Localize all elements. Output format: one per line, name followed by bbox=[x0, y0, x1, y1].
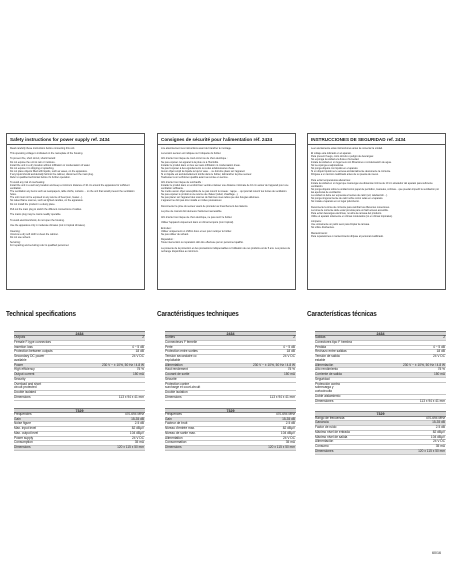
spec-row bbox=[315, 450, 446, 455]
spec-value bbox=[295, 391, 296, 395]
spec-label: Noise figure bbox=[14, 421, 32, 426]
spec-label: Insertion loss bbox=[14, 344, 33, 349]
spec-label: Secondary DC power available bbox=[14, 354, 45, 362]
table-header-2434: 2434 bbox=[315, 331, 446, 336]
spec-value: 75 % bbox=[287, 367, 295, 372]
spec-value: 113 x 94 x 41 mm bbox=[118, 394, 144, 399]
spec-value bbox=[445, 378, 446, 382]
spec-column-fr bbox=[157, 309, 296, 451]
spec-value: 230 V ~ ± 10%, 50 Hz / 4.8 W bbox=[252, 362, 295, 367]
spec-label: Max. output level bbox=[14, 430, 39, 435]
safety-title-es: INSTRUCCIONES DE SEGURIDAD ref. 2434 bbox=[308, 134, 445, 145]
spec-value: 18 dB bbox=[286, 349, 295, 354]
spec-label: Máximo nivel de entrada bbox=[315, 429, 350, 434]
spec-label: Tensión de salida estable bbox=[315, 354, 340, 362]
safety-box-es bbox=[307, 133, 446, 290]
safety-paragraph: Afin d'éviter tout risque de surchauffe : Installer le produit dans un endroit bien ventilé et laisser une distance minimale de 10 cm autour de l'appareil pour une ventilation suffisante. Ne mettre aucun objet susceptible de ne pas couvrir le réseau : nappe ... qui pourrait couvrir les fentes de ventilation. Ne pas exposer le produit à une source de chaleur (soleil, chauffage...). Ne pas placer sur l'appareil des sources de flammes nues telles que des bougies allumées. L'appareil ne doit pas être installé en milieu poussiéreux. bbox=[161, 181, 289, 203]
spec-value bbox=[445, 383, 446, 394]
spec-value: 2 bbox=[142, 335, 144, 340]
safety-paragraph: La tension secteur est indiquée sur l'étiquette du boîtier. bbox=[161, 152, 222, 156]
spec-label: Double isolated bbox=[14, 390, 36, 395]
safety-paragraph: Cleaning: Unscrew a dry soft cloth to clean the cabinet. Do not use solvent. bbox=[10, 229, 59, 239]
spec-title: Technical specifications bbox=[6, 309, 76, 318]
spec-label: Seguridad bbox=[315, 376, 330, 381]
table-header-7329: 7329 bbox=[14, 408, 145, 413]
safety-paragraph: Read carefully these instructions before connecting this unit. bbox=[10, 146, 76, 150]
spec-label: Alimentación bbox=[315, 362, 334, 367]
safety-title-en: Safety instructions for power supply ref. 2434 bbox=[7, 134, 144, 145]
spec-label: Conectores tipo F hembra bbox=[315, 339, 352, 344]
safety-paragraph: Para evitar temperaturas alterarntes: Instale la unidad en un lugar que mantenga una distancia mínima de 10 cm alrededor del aparato para suficiente ventilación. No ponga objetos sobre la unidad como papel de periódico, manteles, cortinas... que puedan impedir la ventilación por las aperturas de ventilación. La unidad no debe ser expuesta a fuentes de calor (sol, calefacción...). No ponga ninguna fuente de calor sobre como velas en el aparato. No instale el aparato en un lugar polvoriento. bbox=[311, 178, 440, 204]
safety-box-en bbox=[6, 133, 145, 290]
spec-value bbox=[445, 341, 446, 345]
spec-label: Salidas bbox=[315, 335, 326, 340]
spec-label: Overload and short circuit protected bbox=[14, 381, 42, 390]
spec-value bbox=[144, 383, 145, 391]
spec-label: Power supply bbox=[14, 435, 34, 440]
spec-label: Protección contra sobrecarga y cortocircuito bbox=[315, 381, 340, 394]
spec-value bbox=[144, 341, 145, 345]
spec-label: Connecteurs F femelle bbox=[165, 339, 198, 344]
spec-value: 470-694 MHz bbox=[275, 411, 295, 416]
spec-value: 104 dBµV bbox=[129, 430, 144, 435]
spec-value: 2 bbox=[443, 335, 445, 340]
spec-label: Perte bbox=[165, 344, 173, 349]
spec-label: Security bbox=[14, 376, 26, 381]
spec-value: 4 ~ 5 dB bbox=[283, 344, 295, 349]
spec-label: Pérdida bbox=[315, 344, 326, 349]
safety-paragraph: Lire attentivement ces instructions avant de brancher le montage. bbox=[161, 146, 232, 150]
safety-paragraph: To prevent fire, short circuit, shock hazard: Do not expose the unit to rain or moisture. Install the unit in a dry location without infiltration or condensation of water. Do not expose it to dripping or splashing. Do not place objects filled with liquids, such as vases, on the apparatus. If any liquid should accidentally fall into the cabinet, disconnect the main plug. Refer to qualified technician before it's further operation. bbox=[10, 157, 94, 179]
safety-title-fr: Consignes de sécurité pour l'alimentation réf. 2434 bbox=[158, 134, 295, 145]
spec-label: Outputs bbox=[14, 335, 26, 340]
spec-label: Ganancia bbox=[315, 420, 329, 425]
safety-paragraph: The mains plug may be mains readily operable. bbox=[10, 213, 62, 217]
safety-paragraph: El voltaje esta indicado en el aparato. Para prevenir fuego, corto circuito o peligro de descargas: No exponga la unidad a la lluvia o humedad. Instale la unidad en un lugar seco sin filtraciones o condensación de agua. No la exponga a salpicaduras. No ponga objetos con líquido en el aparato. Si un objeto líquido se le accesa accidentalmente desconecte la corriente. Dirígase a un técnico cualificado antes de su puesta de nuevo. bbox=[311, 152, 392, 177]
spec-value: 24 V DC bbox=[432, 439, 445, 444]
spec-title: Caractéristiques techniques bbox=[157, 309, 239, 318]
spec-row bbox=[14, 446, 145, 451]
spec-label: Doble aislamiento bbox=[315, 393, 341, 398]
spec-label: Double isolation bbox=[165, 390, 188, 395]
spec-value: 75 % bbox=[136, 367, 144, 372]
spec-value bbox=[295, 378, 296, 382]
spec-value bbox=[445, 395, 446, 399]
spec-label: Facteur de bruit bbox=[165, 421, 188, 426]
spec-label: Sécurité bbox=[165, 376, 177, 381]
spec-value: 82 dBµV bbox=[432, 429, 445, 434]
spec-label: Alimentation bbox=[165, 435, 183, 440]
spec-value: 24 V DC bbox=[432, 354, 445, 359]
safety-paragraph: Use the apparatus only in moderate climates (not in tropical climates). bbox=[10, 224, 86, 228]
spec-label: Haut rendement bbox=[165, 367, 188, 372]
safety-paragraph: Limpieza: Use unicamente un paño seco para limpiar la carcasa. No utilice disolventes. bbox=[311, 220, 370, 230]
spec-value: 35 mA bbox=[435, 444, 445, 449]
safety-paragraph: Leer atentamente estas instrucciones antes de conectar la unidad. bbox=[311, 146, 383, 150]
table-header-7329: 7329 bbox=[165, 408, 296, 413]
safety-box-fr bbox=[157, 133, 296, 290]
safety-paragraph: La prise de courant doit demeurer facilement accessible. bbox=[161, 210, 223, 214]
spec-value: 35 mA bbox=[134, 440, 144, 445]
spec-label: Dimensions bbox=[14, 394, 31, 399]
spec-row bbox=[165, 446, 296, 451]
safety-paragraph: Pull out the main plug to switch the different connections of cables. bbox=[10, 207, 82, 211]
spec-value: 15-35 dB bbox=[131, 416, 144, 421]
spec-label: Dimensions bbox=[14, 445, 31, 450]
spec-value: 15-35 dB bbox=[432, 420, 445, 425]
spec-label: Protection between outputs bbox=[14, 349, 53, 354]
spec-value: 150 mA bbox=[434, 372, 445, 377]
spec-label: Máximo nivel de salida bbox=[315, 434, 348, 439]
spec-value: 2.5 dB bbox=[435, 425, 445, 430]
safety-paragraph: Servicing: For repairing and servicing refer to qualified personnel. bbox=[10, 241, 70, 248]
spec-label: Max. input level bbox=[14, 426, 37, 431]
spec-label: Courant de sortie bbox=[165, 372, 190, 377]
spec-value: 18 dB bbox=[436, 349, 445, 354]
spec-value: 150 mA bbox=[133, 372, 144, 377]
spec-label: Corriente de salida bbox=[315, 372, 342, 377]
spec-value: 4 ~ 5 dB bbox=[132, 344, 144, 349]
spec-value: 24 V DC bbox=[131, 354, 144, 359]
spec-value: 150 mA bbox=[284, 372, 295, 377]
spec-value: 82 dBµV bbox=[131, 426, 144, 431]
safety-body-en bbox=[7, 145, 144, 252]
spec-label: Niveau d'entrée max. bbox=[165, 426, 196, 431]
spec-label: Female F-type connectors bbox=[14, 339, 52, 344]
spec-value: 230 V ~ ± 10%, 50 Hz / 4.8 W bbox=[101, 362, 144, 367]
spec-value: 24 V DC bbox=[282, 435, 295, 440]
spec-value: 2 bbox=[293, 335, 295, 340]
spec-value: 113 x 94 x 41 mm bbox=[419, 398, 445, 403]
spec-value: 35 mA bbox=[285, 440, 295, 445]
spec-label: Tension secondaire cc exploitable bbox=[165, 354, 197, 362]
spec-title: Características técnicas bbox=[307, 309, 377, 318]
spec-label: Alto rendimiento bbox=[315, 367, 339, 372]
safety-paragraph: To avoid electrical shock, do not open the housing. bbox=[10, 218, 65, 222]
spec-value: 82 dBµV bbox=[282, 426, 295, 431]
spec-value: 24 V DC bbox=[282, 354, 295, 359]
spec-value: 18 dB bbox=[135, 349, 144, 354]
safety-paragraph: This operating voltage is indicated on the nameplate of the housing. bbox=[10, 152, 84, 156]
spec-value: 4 ~ 5 dB bbox=[433, 344, 445, 349]
spec-value: 120 x 115 x 50 mm bbox=[268, 445, 295, 450]
safety-body-fr bbox=[158, 145, 295, 258]
spec-value: 230 V ~ ± 10%, 50 Hz / 4.8 W bbox=[402, 362, 445, 367]
spec-value bbox=[295, 341, 296, 345]
spec-label: Factor de ruido bbox=[315, 425, 337, 430]
spec-value: 104 dBµV bbox=[430, 434, 445, 439]
spec-value: 470-694 MHz bbox=[425, 415, 445, 420]
table-gap bbox=[307, 404, 446, 411]
spec-value: 470-694 MHz bbox=[124, 411, 144, 416]
spec-value: 2.5 dB bbox=[134, 421, 144, 426]
table-header-7329: 7329 bbox=[315, 411, 446, 416]
spec-label: High efficiency bbox=[14, 367, 35, 372]
safety-paragraph: Réparation : Toute intervention ou réparation doit être effectuée par un personnel qualifié. bbox=[161, 238, 244, 245]
spec-label: Fréquences bbox=[165, 411, 182, 416]
page-number: 60/16 bbox=[432, 551, 441, 555]
spec-label: Rango de frecuencia bbox=[315, 415, 345, 420]
table-header-2434: 2434 bbox=[14, 331, 145, 336]
safety-paragraph: La présente de la protection et des précautions indispensables à l'utilisation de ces produits est de 5 ans. Les pièces de rechange disponibles au minimum. bbox=[161, 246, 291, 253]
spec-label: Consommation bbox=[165, 440, 187, 445]
spec-value: 104 dBµV bbox=[280, 430, 295, 435]
table-gap bbox=[6, 401, 145, 408]
spec-value: 75 % bbox=[437, 367, 445, 372]
spec-label: Consumption bbox=[14, 440, 33, 445]
spec-label: Alimentation bbox=[165, 362, 183, 367]
spec-label: Sorties bbox=[165, 335, 175, 340]
spec-label: Frequencies bbox=[14, 411, 32, 416]
spec-value bbox=[295, 383, 296, 391]
spec-label: Power bbox=[14, 362, 24, 367]
spec-column-en bbox=[6, 309, 145, 451]
spec-label: Dimensiones bbox=[315, 448, 334, 453]
spec-label: Gain bbox=[165, 416, 172, 421]
safety-paragraph: To avoid any risk of overheating: Install the unit in a well vary location and keep a minimum distance of 10 cm around the apparatus for sufficient ventilation. The ventilation any items such as newspapers, table cloths, curtains ... on the unit that would prevent the ventilation holes. The unit must not be exposed to any source of heat (sun, heater...). No naked flame sources, such as lighted candles, on the apparatus. Do not install the product in a dusty place. bbox=[10, 181, 135, 206]
table-header-2434: 2434 bbox=[165, 331, 296, 336]
spec-value: 2.5 dB bbox=[285, 421, 295, 426]
spec-value: 113 x 94 x 41 mm bbox=[269, 394, 295, 399]
spec-label: Protection entre sorties bbox=[165, 349, 198, 354]
spec-value bbox=[144, 391, 145, 395]
spec-value bbox=[144, 378, 145, 382]
safety-paragraph: Mantenimiento: Para reparaciones o mantenimiento diríjase al personal cualificado. bbox=[311, 231, 384, 238]
spec-value: 24 V DC bbox=[131, 435, 144, 440]
table-gap bbox=[157, 401, 296, 408]
spec-label: Rechazo entre salidas bbox=[315, 349, 347, 354]
spec-value: 120 x 115 x 50 mm bbox=[117, 445, 144, 450]
spec-label: Protection contre surcharge et court-circuit bbox=[165, 381, 201, 390]
spec-label: Output current bbox=[14, 372, 35, 377]
safety-paragraph: Entretien : Utiliser uniquement un chiffon doux et sec pour nettoyer le boîtier. Ne pas utiliser de solvant. bbox=[161, 226, 232, 236]
spec-label: Dimensiones bbox=[315, 398, 334, 403]
safety-body-es bbox=[308, 145, 445, 243]
safety-paragraph: Utiliser l'appareil uniquement dans un climat tempéré (non tropical). bbox=[161, 221, 234, 225]
safety-paragraph: Afin d'éviter tout risque de choc électrique, ne pas ouvrir le boîtier. bbox=[161, 215, 233, 219]
safety-paragraph: Déconnecter la prise du secteur avant de procéder au branchement des liaisons. bbox=[161, 204, 249, 208]
spec-label: Gain bbox=[14, 416, 21, 421]
spec-label: Consumo bbox=[315, 444, 329, 449]
spec-label: Alimentación bbox=[315, 439, 334, 444]
safety-paragraph: Afin d'éviter tout risque de court-circuit ou de choc électrique : Ne pas exposer cet appareil à la pluie ou à l'humidité. Installer le produit dans un lieu sec sans infiltration ni condensation d'eau. Ne pas l'exposer à des égouttements ou à des éclaboussures d'eau. Aucun objet rempli de liquide tel qu'un vase ... ne doit être placé sur l'appareil. Si un liquide est accidentellement tombé dans le boîtier, débrancher la prise secteur. S'adresser à un technicien qualifié avant sa remise en service. bbox=[161, 157, 252, 179]
spec-column-es bbox=[307, 309, 446, 455]
spec-value: 120 x 115 x 50 mm bbox=[418, 448, 445, 453]
safety-paragraph: Desconecte la toma de corriente para cambiar las diferentes conexiones. La toma de corriente debe estar prevista para un fácil acceso accesible. Para evitar descargas eléctricas, no abra la carcasa del producto. Utilice el aparato solamente en climas moderados (no en climas tropicales). bbox=[311, 205, 393, 218]
spec-label: Dimensions bbox=[165, 394, 182, 399]
spec-label: Dimensions bbox=[165, 445, 182, 450]
spec-label: Niveau de sortie max. bbox=[165, 430, 196, 435]
spec-value: 15-35 dB bbox=[282, 416, 295, 421]
